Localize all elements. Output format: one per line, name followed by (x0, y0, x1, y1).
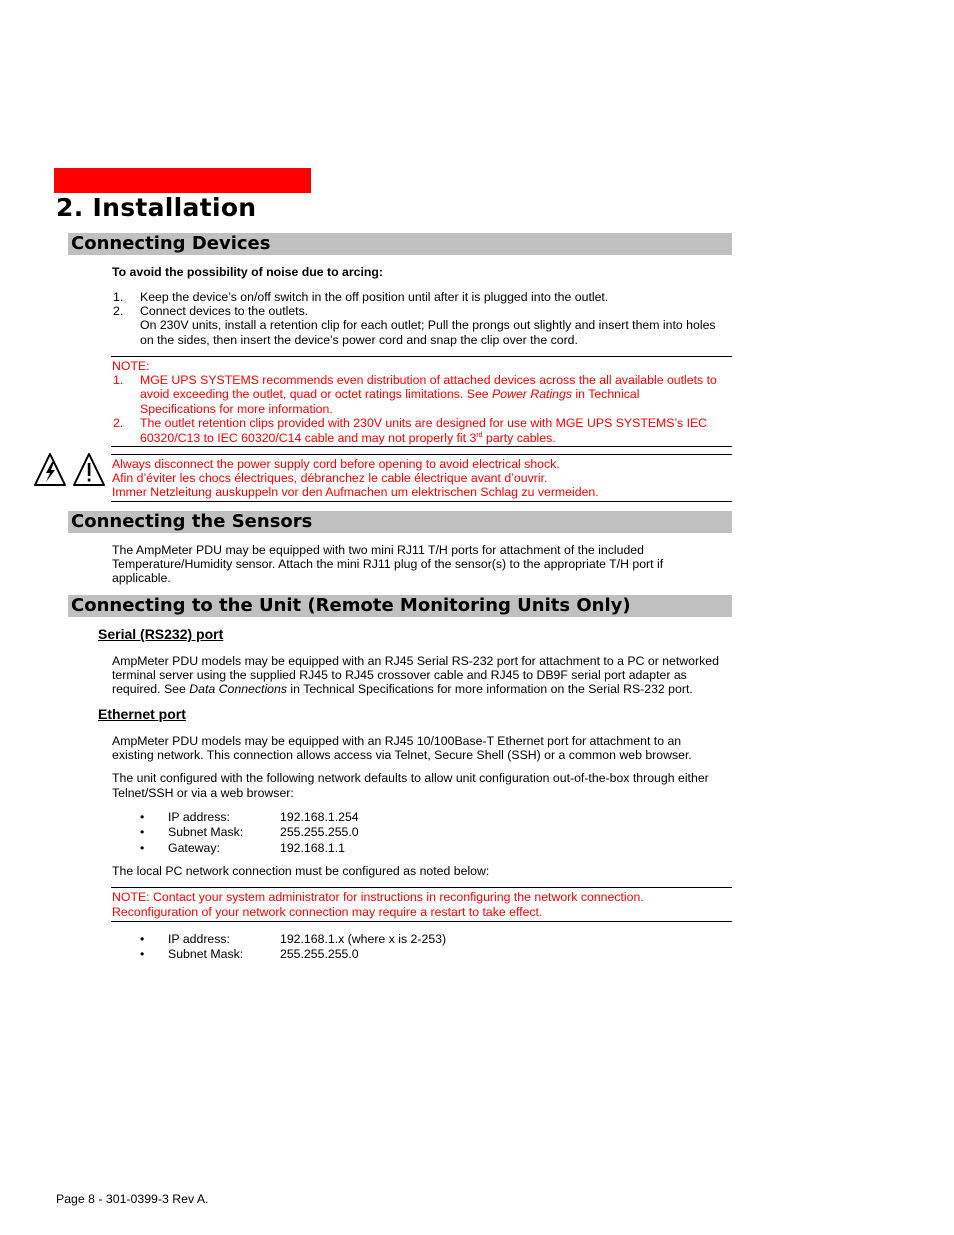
default-setting-label: Gateway: (168, 841, 220, 855)
step-text: Keep the device’s on/off switch in the off position until after it is plugged into the outlet. (140, 290, 609, 304)
bullet-icon: • (140, 841, 145, 855)
chapter-color-bar (54, 168, 311, 193)
serial-port-heading: Serial (RS232) port (98, 626, 224, 642)
default-setting-label: Subnet Mask: (168, 825, 244, 839)
note-bottom-rule (111, 921, 732, 922)
chapter-title: 2. Installation (56, 193, 257, 222)
ethernet-text: existing network. This connection allows access via Telnet, Secure Shell (SSH) or a common web browser. (112, 748, 692, 762)
network-note-text: NOTE: Contact your system administrator for instructions in reconfiguring the network connection. (112, 890, 644, 904)
ethernet-text: Telnet/SSH or via a web browser: (112, 786, 294, 800)
default-setting-value: 192.168.1.1 (280, 841, 345, 855)
step-number: 2. (113, 304, 124, 318)
note-item-text: MGE UPS SYSTEMS recommends even distribution of attached devices across the all available outlets to (140, 373, 717, 387)
note-bottom-rule (111, 446, 732, 447)
sensors-text: applicable. (112, 571, 171, 585)
step-number: 1. (113, 290, 124, 304)
warning-text-fr: Afin d’éviter les chocs électriques, débranchez le cable électrique avant d’ouvrir. (112, 471, 548, 485)
serial-text: required. See Data Connections in Technical Specifications for more information on the Serial RS-232 port. (112, 682, 693, 696)
note-item-text: avoid exceeding the outlet, quad or octet ratings limitations. See Power Ratings in Technical (140, 387, 640, 401)
pc-setting-value: 255.255.255.0 (280, 947, 359, 961)
default-setting-label: IP address: (168, 810, 230, 824)
ethernet-text: The unit configured with the following network defaults to allow unit configuration out-of-the-box through either (112, 771, 709, 785)
warning-text-en: Always disconnect the power supply cord before opening to avoid electrical shock. (112, 457, 560, 471)
pc-setting-value: 192.168.1.x (where x is 2-253) (280, 932, 447, 946)
step-text: Connect devices to the outlets. (140, 304, 309, 318)
note-item-number: 2. (113, 416, 124, 430)
note-top-rule (111, 887, 732, 888)
section-heading-connecting-unit (68, 595, 732, 617)
noise-intro: To avoid the possibility of noise due to arcing: (112, 265, 384, 279)
ethernet-text: AmpMeter PDU models may be equipped with an RJ45 10/100Base-T Ethernet port for attachment to an (112, 734, 682, 748)
section-heading-connecting-devices (68, 233, 732, 255)
sensors-text: The AmpMeter PDU may be equipped with two mini RJ11 T/H ports for attachment of the included (112, 543, 644, 557)
pc-setting-label: Subnet Mask: (168, 947, 244, 961)
page-footer: Page 8 - 301-0399-3 Rev A. (56, 1192, 209, 1206)
ethernet-text: The local PC network connection must be configured as noted below: (112, 864, 490, 878)
section-heading-text: Connecting to the Unit (Remote Monitoring Units Only) (71, 595, 631, 616)
step-text: On 230V units, install a retention clip for each outlet; Pull the prongs out slightly and insert them into holes (140, 318, 716, 332)
section-heading-text: Connecting the Sensors (71, 511, 313, 532)
bullet-icon: • (140, 947, 145, 961)
section-heading-text: Connecting Devices (71, 233, 271, 254)
sensors-text: Temperature/Humidity sensor. Attach the mini RJ11 plug of the sensor(s) to the appropriate T/H port if (112, 557, 664, 571)
serial-text: AmpMeter PDU models may be equipped with an RJ45 Serial RS-232 port for attachment to a PC or networked (112, 654, 719, 668)
note-top-rule (111, 356, 732, 357)
bullet-icon: • (140, 825, 145, 839)
warning-top-rule (111, 454, 732, 455)
electrical-shock-warning-icon (33, 452, 105, 488)
warning-bottom-rule (111, 501, 732, 502)
note-item-text: Specifications for more information. (140, 402, 333, 416)
default-setting-value: 192.168.1.254 (280, 810, 359, 824)
pc-setting-label: IP address: (168, 932, 230, 946)
bullet-icon: • (140, 810, 145, 824)
step-text: on the sides, then insert the device’s power cord and snap the clip over the cord. (140, 333, 578, 347)
note-label: NOTE: (112, 359, 150, 373)
serial-text: terminal server using the supplied RJ45 to RJ45 crossover cable and RJ45 to DB9F serial port adapter as (112, 668, 687, 682)
note-item-number: 1. (113, 373, 124, 387)
ethernet-port-heading: Ethernet port (98, 706, 186, 722)
bullet-icon: • (140, 932, 145, 946)
note-item-text: 60320/C13 to IEC 60320/C14 cable and may not properly fit 3rd party cables. (140, 431, 556, 445)
warning-text-de: Immer Netzleitung auskuppeln vor den Aufmachen um elektrischen Schlag zu vermeiden. (112, 485, 599, 499)
note-item-text: The outlet retention clips provided with 230V units are designed for use with MGE UPS SYSTEMS’s IEC (140, 416, 708, 430)
section-heading-connecting-sensors (68, 511, 732, 533)
network-note-text: Reconfiguration of your network connection may require a restart to take effect. (112, 905, 543, 919)
default-setting-value: 255.255.255.0 (280, 825, 359, 839)
